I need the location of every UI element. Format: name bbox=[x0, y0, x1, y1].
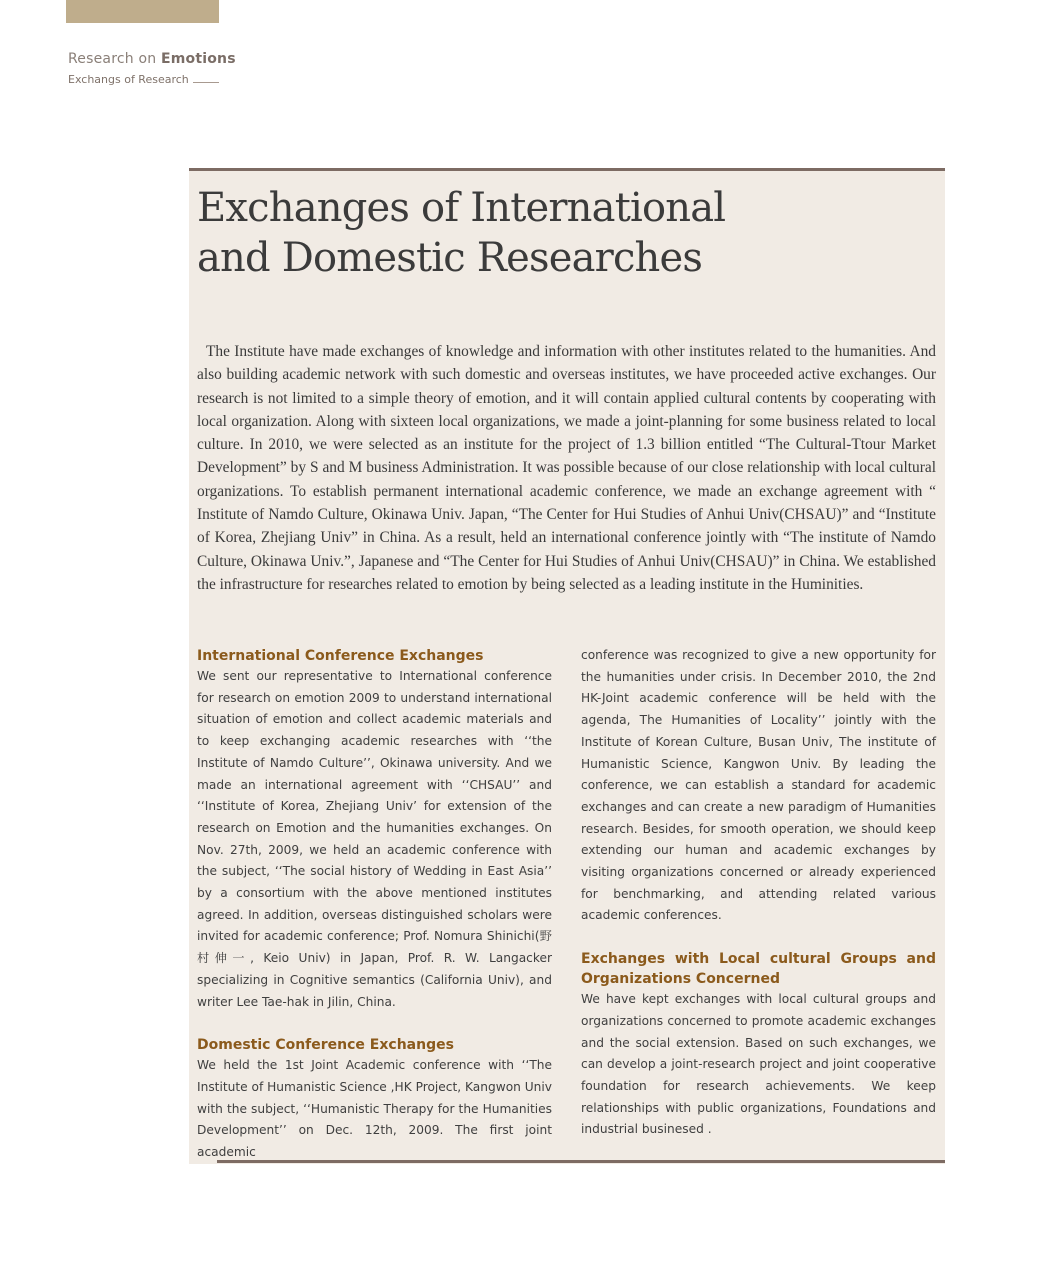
local-body: We have kept exchanges with local cultural groups and organizations concerned to promote academic exchanges and the social extension. Based on such exchanges, we can develop a joint-research project and joint cooperative foundation for research achievements. We keep relationships with public organizations, Foundations and industrial businesed . bbox=[581, 992, 936, 1137]
domestic-heading: Domestic Conference Exchanges bbox=[197, 1037, 454, 1054]
top-color-band bbox=[66, 0, 219, 23]
section-title-light: Research on bbox=[68, 51, 161, 67]
international-heading: International Conference Exchanges bbox=[197, 648, 484, 664]
article-title-line2: and Domestic Researches bbox=[197, 235, 703, 281]
local-heading: Exchanges with Local cultural Groups and Organizations Concerned bbox=[581, 951, 936, 988]
section-title-bold: Emotions bbox=[160, 51, 236, 67]
domestic-body: We held the 1st Joint Academic conference with ‘‘The Institute of Humanistic Science ,HK Project, Kangwon Univ with the subject, ‘‘Humanistic Therapy for the Humanities Development’’ on Dec. 12th, 2009. The first joint academic bbox=[197, 1058, 552, 1160]
section-subtitle-rule bbox=[193, 82, 219, 83]
right-column bbox=[581, 645, 936, 1141]
article-title-line1: Exchanges of International bbox=[197, 185, 726, 231]
article-title bbox=[197, 183, 897, 283]
domestic-body-continued: conference was recognized to give a new opportunity for the humanities under crisis. In December 2010, the 2nd HK-Joint academic conference will be held with the agenda, The Humanities of Locality’’ jointly with the Institute of Korean Culture, Busan Univ, The institute of Humanistic Science, Kangwon Univ. By leading the conference, we can establish a standard for academic exchanges and can create a new paradigm of Humanities research. Besides, for smooth operation, we should keep extending our human and academic exchanges by visiting organizations concerned or already experienced for benchmarking, and attending related various academic conferences. bbox=[581, 648, 936, 923]
international-body: We sent our representative to International conference for research on emotion 2009 to understand international situation of emotion and collect academic materials and to keep exchanging academic researches with ‘‘the Institute of Namdo Culture’’, Okinawa university. And we made an international agreement with ‘‘CHSAU’’ and ‘‘Institute of Korea, Zhejiang Univ’ for extension of the research on Emotion and the humanities exchanges. On Nov. 27th, 2009, we held an academic conference with the subject, ‘‘The social history of Wedding in East Asia’’ by a consortium with the above mentioned institutes agreed. In addition, overseas distinguished scholars were invited for academic conference; Prof. Nomura Shinichi(野村伸一, Keio Univ) in Japan, Prof. R. W. Langacker specializing in Cognitive semantics (California Univ), and writer Lee Tae-hak in Jilin, China. bbox=[197, 669, 552, 1009]
section-subtitle: Exchangs of Research bbox=[68, 73, 189, 86]
section-title bbox=[68, 51, 236, 67]
intro-paragraph: The Institute have made exchanges of knowledge and information with other institutes related to the humanities. And also building academic network with such domestic and overseas institutes, we have proceeded active exchanges. Our research is not limited to a simple theory of emotion, and it will contain applied cultural contents by cooperating with local organization. Along with sixteen local organizations, we made a joint-planning for some business related to local culture. In 2010, we were selected as an institute for the project of 1.3 billion entitled “The Cultural-Ttour Market Development” by S and M business Administration. It was possible because of our close relationship with local cultural organizations. To establish permanent international academic conference, we made an exchange agreement with “ Institute of Namdo Culture, Okinawa Univ. Japan, “The Center for Hui Studies of Anhui Univ(CHSAU)” and “Institute of Korea, Zhejiang Univ” in China. As a result, held an international conference jointly with “The institute of Namdo Culture, Okinawa Univ.”, Japanese and “The Center for Hui Studies of Anhui Univ(CHSAU)” in China. We established the infrastructure for researches related to emotion by being selected as a leading institute in the Huminities. bbox=[197, 343, 936, 593]
left-column bbox=[197, 646, 552, 1164]
